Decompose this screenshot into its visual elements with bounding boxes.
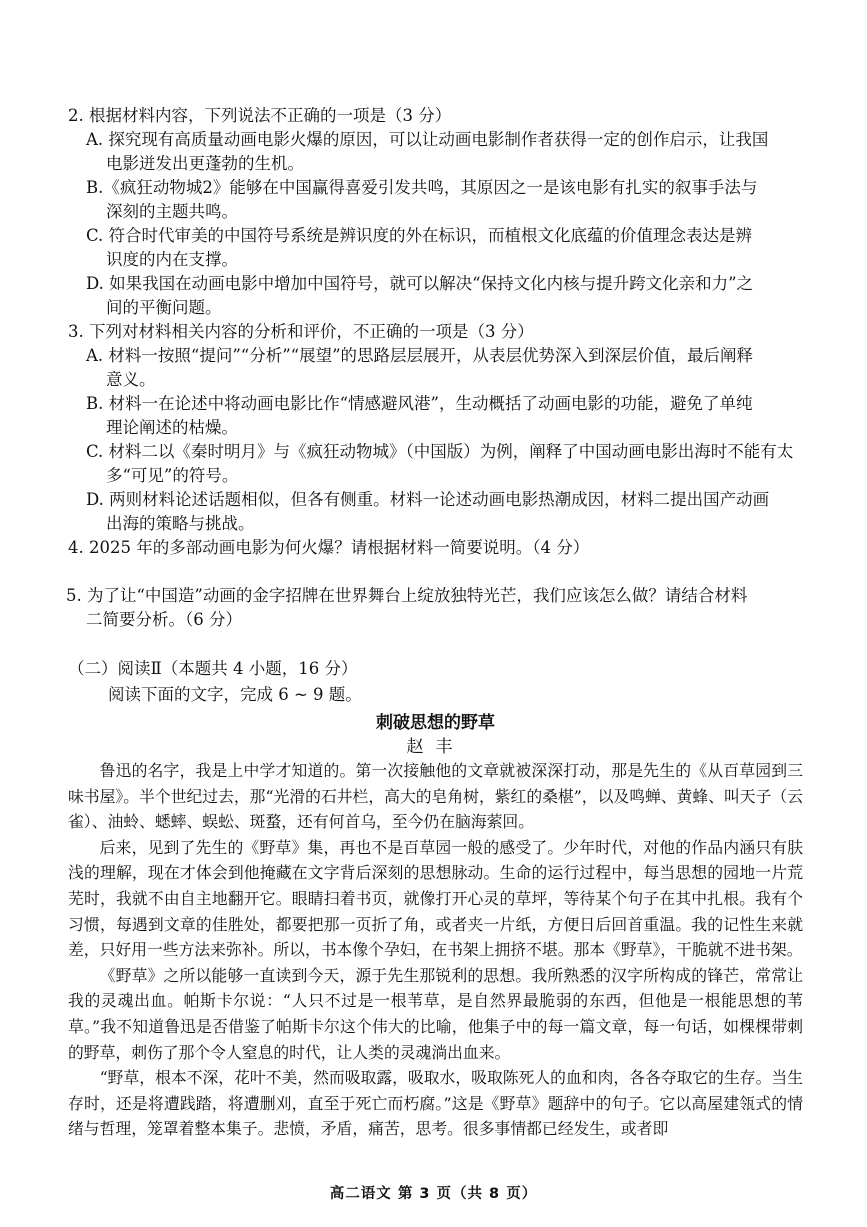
question-4-stem: 4. 2025 年的多部动画电影为何火爆？请根据材料一简要说明。（4 分） <box>68 538 590 557</box>
question-text: 5. 为了让“中国造”动画的金字招牌在世界舞台上绽放独特光芒，我们应该怎么做？请结合材料 <box>66 586 748 605</box>
option-text: A. 探究现有高质量动画电影火爆的原因，可以让动画电影制作者获得一定的创作启示，让我国 <box>86 130 769 149</box>
page-footer: 高二语文 第 3 页（共 8 页） <box>329 1186 538 1202</box>
question-3-option-d <box>68 488 803 536</box>
question-3-option-b <box>68 392 803 440</box>
question-2-option-c <box>68 224 803 272</box>
option-text-cont: 出海的策略与挑战。 <box>106 514 255 533</box>
option-text-cont: 深刻的主题共鸣。 <box>106 202 238 221</box>
option-text: C. 材料二以《秦时明月》与《疯狂动物城》（中国版）为例，阐释了中国动画电影出海时不能有太 <box>86 442 794 461</box>
option-text: B. 材料一在论述中将动画电影比作“情感避风港”，生动概括了动画电影的功能，避免了单纯 <box>86 394 753 413</box>
option-text-cont: 意义。 <box>106 370 156 389</box>
question-5 <box>68 584 803 632</box>
question-3-option-a <box>68 344 803 392</box>
section-instruction: 阅读下面的文字，完成 6 ~ 9 题。 <box>108 685 362 704</box>
question-2-option-d <box>68 272 803 320</box>
question-4 <box>68 536 803 560</box>
option-text: D. 如果我国在动画电影中增加中国符号，就可以解决“保持文化内核与提升跨文化亲和力”之 <box>86 274 754 293</box>
option-text-cont: 电影迸发出更蓬勃的生机。 <box>106 154 304 173</box>
question-2-stem: 2. 根据材料内容，下列说法不正确的一项是（3 分） <box>68 106 452 125</box>
question-3 <box>68 320 803 536</box>
option-text-cont: 理论阐述的枯燥。 <box>106 418 238 437</box>
question-5-stem <box>68 584 803 632</box>
answer-space <box>68 632 803 656</box>
article-body <box>68 758 803 1142</box>
option-text: B.《疯狂动物城2》能够在中国赢得喜爱引发共鸣，其原因之一是该电影有扎实的叙事手法与 <box>86 178 758 197</box>
question-2-option-b <box>68 176 803 224</box>
question-3-stem: 3. 下列对材料相关内容的分析和评价，不正确的一项是（3 分） <box>68 322 534 341</box>
option-text-cont: 间的平衡问题。 <box>106 298 222 317</box>
article-paragraph: 后来，见到了先生的《野草》集，再也不是百草园一般的感受了。少年时代，对他的作品内涵只有肤浅的理解，现在才体会到他掩藏在文字背后深刻的思想脉动。生命的运行过程中，每当思想的园地一片荒芜时，我就不由自主地翻开它。眼睛扫着书页，就像打开心灵的草坪，等待某个句子在其中扎根。我有个习惯，每遇到文章的佳胜处，都要把那一页折了角，或者夹一片纸，方便日后回首重温。我的记性生来就差，只好用一些方法来弥补。所以，书本像个孕妇，在书架上拥挤不堪。那本《野草》，干脆就不进书架。 <box>68 837 803 960</box>
article-paragraph: 鲁迅的名字，我是上中学才知道的。第一次接触他的文章就被深深打动，那是先生的《从百草园到三味书屋》。半个世纪过去，那“光滑的石井栏，高大的皂角树，紫红的桑椹”，以及鸣蝉、黄蜂、叫天子（云雀）、油蛉、蟋蟀、蜈蚣、斑蝥，还有何首乌，至今仍在脑海萦回。 <box>68 761 803 832</box>
option-text: D. 两则材料论述话题相似，但各有侧重。材料一论述动画电影热潮成因，材料二提出国产动画 <box>86 490 770 509</box>
question-2 <box>68 104 803 320</box>
question-text-cont: 二简要分析。（6 分） <box>86 610 242 629</box>
option-text: A. 材料一按照“提问”“分析”“展望”的思路层层展开，从表层优势深入到深层价值，最后阐释 <box>86 346 754 365</box>
article-author: 赵丰 <box>406 737 465 757</box>
article-title: 刺破思想的野草 <box>376 713 495 733</box>
section-heading: （二）阅读Ⅱ（本题共 4 小题，16 分） <box>68 659 358 678</box>
article-paragraph: 《野草》之所以能够一直读到今天，源于先生那锐利的思想。我所熟悉的汉字所构成的锋芒，常常让我的灵魂出血。帕斯卡尔说：“人只不过是一根苇草，是自然界最脆弱的东西，但他是一根能思想的苇草。”我不知道鲁迅是否借鉴了帕斯卡尔这个伟大的比喻，他集子中的每一篇文章，每一句话，如棵棵带刺的野草，刺伤了那个令人窒息的时代，让人类的灵魂淌出血来。 <box>68 965 803 1062</box>
option-text: C. 符合时代审美的中国符号系统是辨识度的外在标识，而植根文化底蕴的价值理念表达是辨 <box>86 226 753 245</box>
question-3-option-c <box>68 440 803 488</box>
option-text-cont: 识度的内在支撑。 <box>106 250 238 269</box>
option-text-cont: 多“可见”的符号。 <box>106 466 239 485</box>
answer-space <box>68 560 803 584</box>
question-2-option-a <box>68 128 803 176</box>
article-paragraph: “野草，根本不深，花叶不美，然而吸取露，吸取水，吸取陈死人的血和肉，各各夺取它的生存。当生存时，还是将遭践踏，将遭删刈，直至于死亡而朽腐。”这是《野草》题辞中的句子。它以高屋建瓴式的情绪与哲理，笼罩着整本集子。悲愤，矛盾，痛苦，思考。很多事情都已经发生，或者即 <box>68 1068 803 1139</box>
